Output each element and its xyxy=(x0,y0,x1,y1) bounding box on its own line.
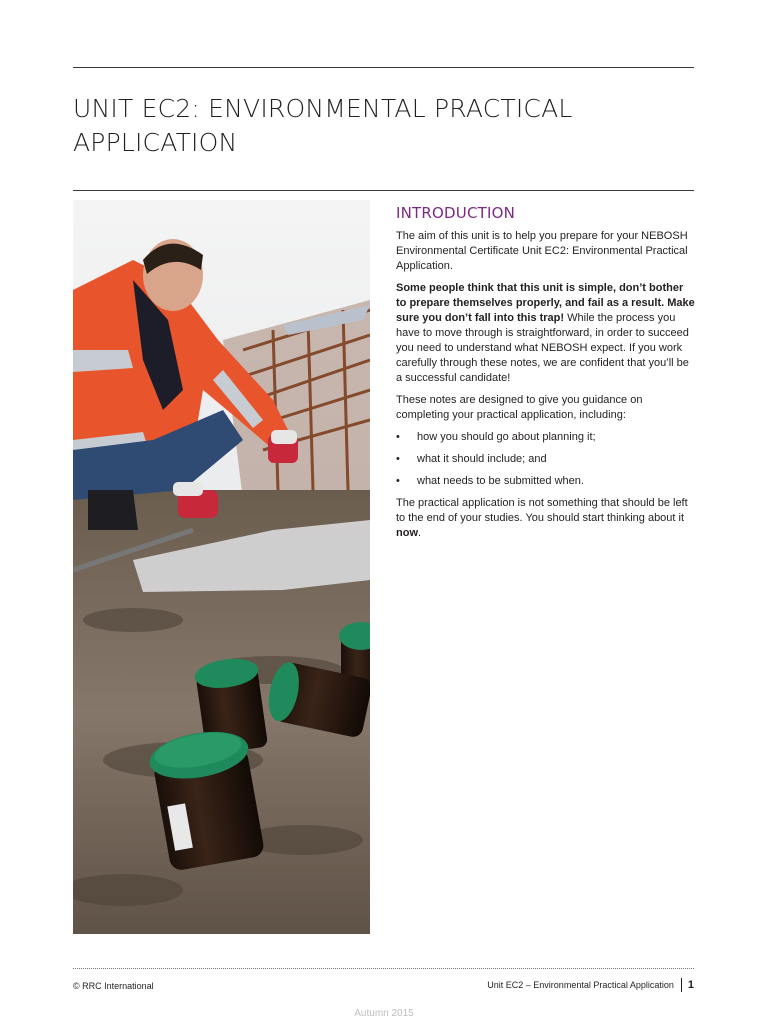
footer-unit-info xyxy=(487,978,694,992)
now-emphasis: now xyxy=(396,527,418,539)
bullet-glyph: • xyxy=(396,475,400,487)
bullet-glyph: • xyxy=(396,431,400,443)
photo-soil-sampling xyxy=(73,200,370,934)
footer-unit-title: Unit EC2 – Environmental Practical Application xyxy=(487,980,674,990)
guidance-list xyxy=(396,430,696,489)
warning-rest-text: While the process you have to move through is straightforward, in order to succeed you need to understand what NEBOSH expect. If you work carefully through these notes, we are confident that you’ll be a successful candidate! xyxy=(396,312,689,384)
list-item: • how you should go about planning it; xyxy=(396,431,596,443)
edition-label: Autumn 2015 xyxy=(354,1008,414,1019)
footer-copyright: © RRC International xyxy=(73,981,154,991)
section-heading: INTRODUCTION xyxy=(396,204,516,222)
top-rule xyxy=(73,67,694,68)
footer-separator xyxy=(681,978,682,992)
bullet-glyph: • xyxy=(396,453,400,465)
warning-paragraph xyxy=(396,281,696,386)
list-item: • what needs to be submitted when. xyxy=(396,475,584,487)
guidance-paragraph: These notes are designed to give you guidance on completing your practical application, including: xyxy=(396,394,643,421)
introduction-section xyxy=(396,203,696,548)
page-number: 1 xyxy=(687,979,694,991)
timing-paragraph: The practical application is not something that should be left to the end of your studies. You should start thinking about it now. xyxy=(396,497,688,539)
list-item: • what it should include; and xyxy=(396,453,547,465)
page-title: UNIT EC2: ENVIRONMENTAL PRACTICAL APPLICATION xyxy=(73,94,573,157)
footer-rule xyxy=(73,968,694,969)
warning-bold-text: Some people think that this unit is simple, don’t bother to prepare themselves properly, and fail as a result. Make sure you don’t fall into this trap! xyxy=(396,282,695,324)
intro-paragraph: The aim of this unit is to help you prepare for your NEBOSH Environmental Certificate Unit EC2: Environmental Practical Application. xyxy=(396,230,688,272)
title-rule xyxy=(73,190,694,191)
